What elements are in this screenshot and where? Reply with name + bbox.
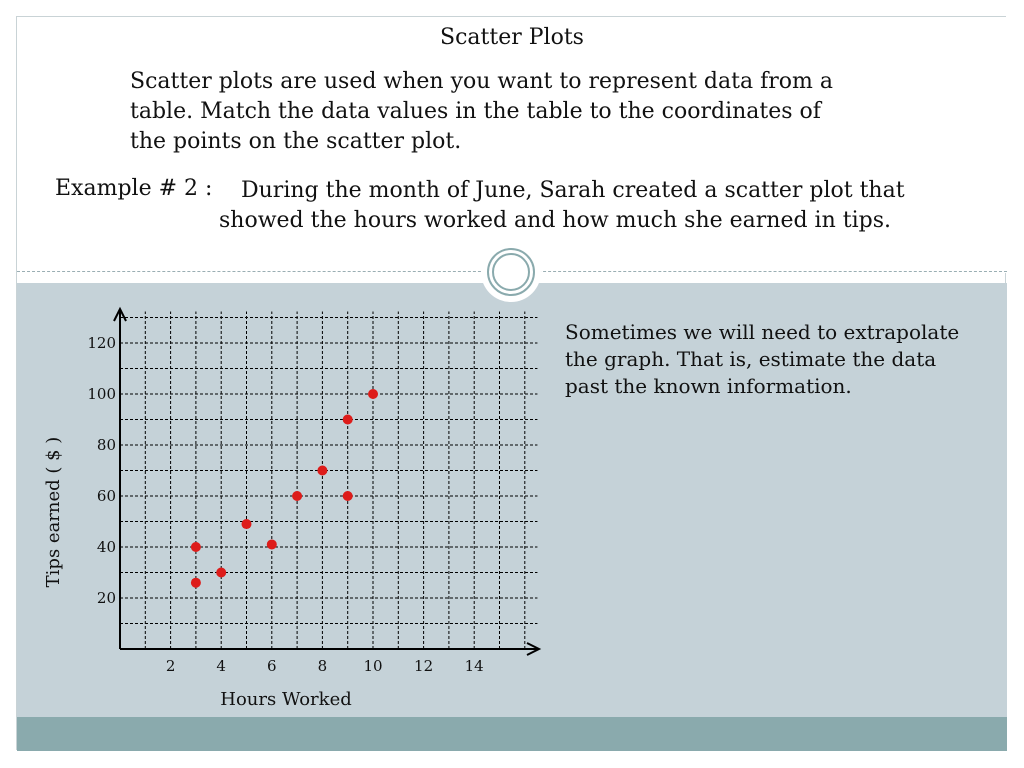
intro-paragraph: Scatter plots are used when you want to represent data from a table. Match the data values in the table to the coordinates of the points on the scatter plot. xyxy=(130,69,833,154)
y-tick-label: 80 xyxy=(96,436,116,454)
y-axis-label: Tips earned ( $ ) xyxy=(43,436,64,588)
y-tick-label: 120 xyxy=(87,334,116,352)
scatter-chart xyxy=(17,17,1007,751)
data-point xyxy=(292,491,302,501)
extrapolate-note: Sometimes we will need to extrapolate the graph. That is, estimate the data past the known information. xyxy=(565,320,960,398)
slide xyxy=(16,16,1006,750)
data-point xyxy=(267,539,277,549)
chart-grid xyxy=(120,312,537,650)
x-axis-label: Hours Worked xyxy=(220,689,352,710)
x-tick-label: 8 xyxy=(317,657,328,675)
x-tick-label: 6 xyxy=(267,657,277,675)
example-label: Example # 2 : xyxy=(55,176,213,201)
y-tick-label: 40 xyxy=(96,538,116,556)
y-tick-label: 60 xyxy=(96,487,116,505)
x-tick-label: 2 xyxy=(165,657,176,675)
x-tick-label: 12 xyxy=(414,657,434,675)
x-tick-label: 10 xyxy=(363,657,383,675)
x-tick-label: 14 xyxy=(464,657,484,675)
example-text: During the month of June, Sarah created a scatter plot that showed the hours worked and how much she earned in tips. xyxy=(219,178,905,233)
data-point xyxy=(191,578,201,588)
chart-axes xyxy=(114,309,539,655)
x-tick-label: 4 xyxy=(216,657,226,675)
y-tick-label: 100 xyxy=(87,385,116,403)
data-point xyxy=(368,389,378,399)
chart-points xyxy=(191,389,378,588)
data-point xyxy=(191,542,201,552)
data-point xyxy=(242,519,252,529)
slide-title: Scatter Plots xyxy=(440,25,584,50)
y-tick-label: 20 xyxy=(96,589,116,607)
data-point xyxy=(343,491,353,501)
data-point xyxy=(317,466,327,476)
data-point xyxy=(343,415,353,425)
data-point xyxy=(216,568,226,578)
